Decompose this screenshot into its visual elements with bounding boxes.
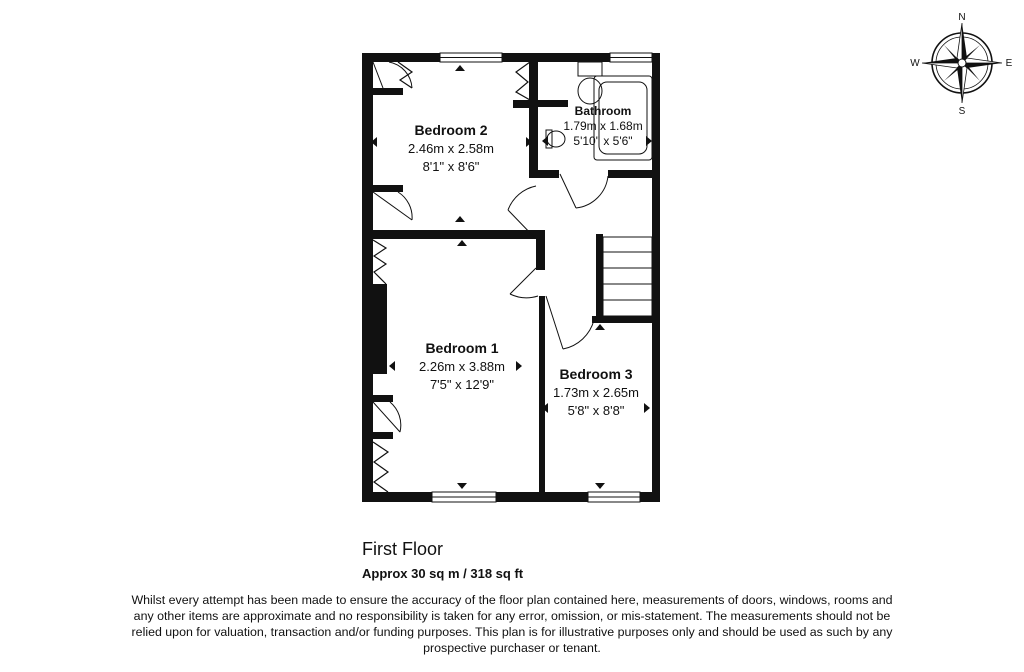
bedroom3-imperial: 5'8" x 8'8" [567, 403, 625, 418]
compass-rose-icon [910, 12, 1012, 117]
bedroom2-imperial: 8'1" x 8'6" [422, 159, 480, 174]
bathroom-imperial: 5'10" x 5'6" [573, 134, 633, 148]
disclaimer-text: Whilst every attempt has been made to ensure the accuracy of the floor plan contained here, measurements of doors, windows, rooms and any other items are approximate and no responsibility is taken for any error, omission, or mis-statement. The measurements should not be relied upon for valuation, transaction and/or funding purposes. This plan is for illustrative purposes only and should be used as such by any prospective purchaser or tenant. [131, 593, 893, 655]
bathroom-name: Bathroom [574, 104, 632, 118]
compass-west: W [910, 58, 920, 69]
bedroom1-imperial: 7'5" x 12'9" [429, 377, 495, 392]
bedroom3-name: Bedroom 3 [559, 366, 633, 382]
floor-title: First Floor [362, 539, 443, 559]
bedroom1-metric: 2.26m x 3.88m [419, 359, 505, 374]
basin-icon [578, 78, 602, 104]
compass-south: S [958, 106, 966, 117]
toilet-icon [547, 131, 565, 147]
floor-area: Approx 30 sq m / 318 sq ft [362, 566, 524, 581]
compass-east: E [1005, 58, 1013, 69]
room-labels [408, 104, 643, 418]
compass-north: N [958, 12, 966, 23]
bathroom-metric: 1.79m x 1.68m [563, 119, 643, 133]
stairs [603, 237, 652, 316]
bedroom1-name: Bedroom 1 [425, 340, 499, 356]
bedroom2-metric: 2.46m x 2.58m [408, 141, 494, 156]
bedroom3-metric: 1.73m x 2.65m [553, 385, 639, 400]
bedroom2-name: Bedroom 2 [414, 122, 488, 138]
